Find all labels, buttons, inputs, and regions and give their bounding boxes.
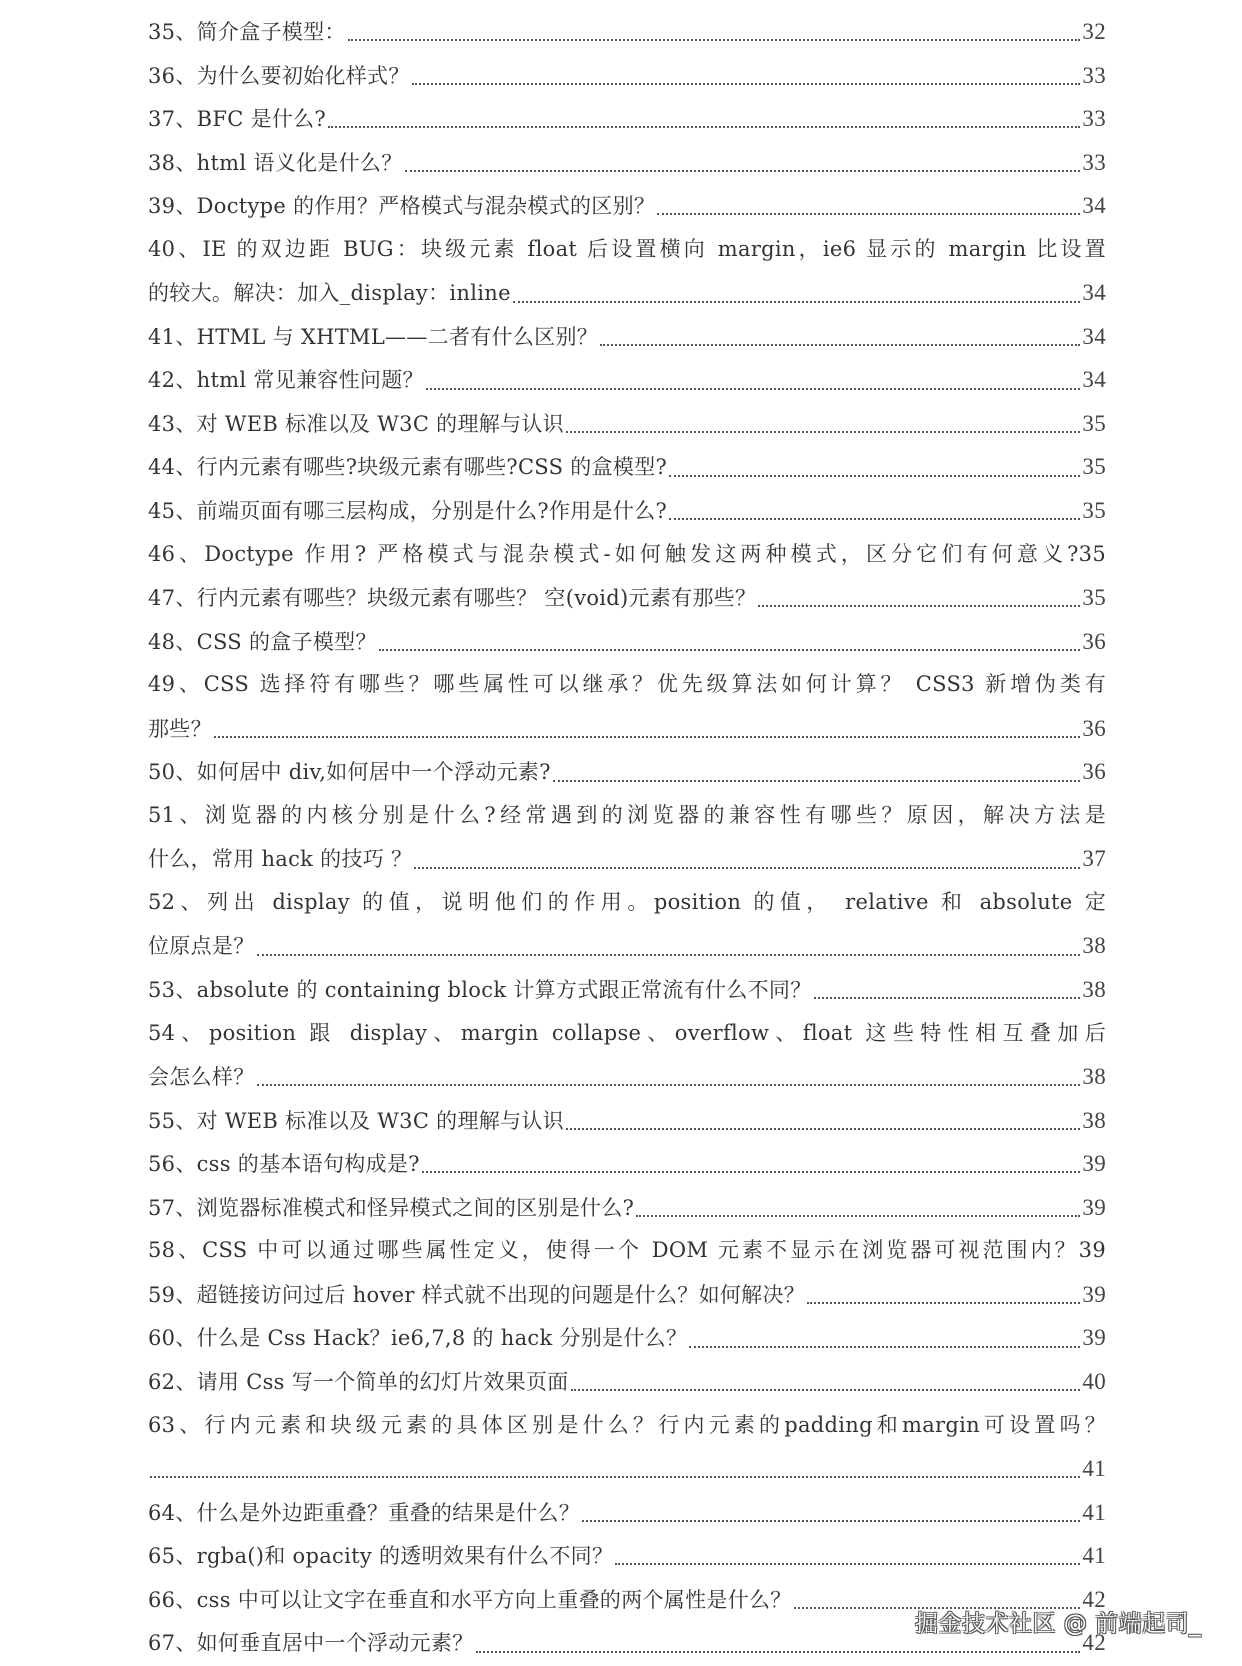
toc-entry-title: 41、HTML 与 XHTML——二者有什么区别？: [148, 324, 599, 349]
toc-entry-title: 什么，常用 hack 的技巧 ？: [148, 847, 413, 872]
toc-page-number: 33: [1082, 106, 1106, 132]
toc-page-number: 34: [1082, 367, 1106, 393]
dot-leader: [807, 1301, 1080, 1304]
toc-entry-title: 53、absolute 的 containing block 计算方式跟正常流有什么不同？: [148, 978, 812, 1003]
toc-entry[interactable]: [148, 576, 1106, 620]
toc-entry-title: 51、浏览器的内核分别是什么?经常遇到的浏览器的兼容性有哪些？原因，解决方法是: [148, 802, 1106, 827]
toc-entry[interactable]: [148, 141, 1106, 185]
toc-page-number: 38: [1082, 1064, 1106, 1090]
toc-page-number: 38: [1082, 1107, 1106, 1133]
toc-entry[interactable]: [148, 620, 1106, 664]
toc-entry-title: 48、CSS 的盒子模型？: [148, 629, 377, 654]
toc-page-number: 40: [1082, 1368, 1106, 1394]
toc-entry[interactable]: [148, 1534, 1106, 1578]
toc-entry-title: 65、rgba()和 opacity 的透明效果有什么不同？: [148, 1544, 614, 1569]
toc-entry-title: 42、html 常见兼容性问题？: [148, 368, 424, 393]
toc-page-number: 34: [1082, 280, 1106, 306]
toc-page-number: 38: [1082, 977, 1106, 1003]
toc-entry[interactable]: [148, 663, 1106, 707]
toc-entry[interactable]: [148, 184, 1106, 228]
toc-entry[interactable]: [148, 402, 1106, 446]
toc-entry[interactable]: [148, 315, 1106, 359]
toc-page-number: 41: [1082, 1543, 1106, 1569]
dot-leader: [422, 1170, 1081, 1173]
toc-entry[interactable]: [148, 271, 1106, 315]
toc-entry[interactable]: [148, 228, 1106, 272]
toc-entry-title: 66、css 中可以让文字在垂直和水平方向上重叠的两个属性是什么？: [148, 1587, 792, 1612]
dot-leader: [412, 82, 1081, 85]
toc-page-number: 36: [1082, 715, 1106, 741]
toc-page-number: 39: [1082, 1194, 1106, 1220]
toc-entry-title: 49、CSS 选择符有哪些？哪些属性可以继承？优先级算法如何计算？ CSS3 新增伪类有: [148, 672, 1106, 697]
toc-page-number: 36: [1082, 628, 1106, 654]
toc-entry-title: 45、前端页面有哪三层构成，分别是什么?作用是什么?: [148, 499, 668, 524]
toc-entry-title: 的较大。解决：加入_display：inline: [148, 281, 511, 306]
toc-entry[interactable]: [148, 358, 1106, 402]
toc-entry-title: 会怎么样？: [148, 1065, 255, 1090]
toc-entry-title: 63、行内元素和块级元素的具体区别是什么？行内元素的padding和margin可设置吗？: [148, 1412, 1106, 1437]
toc-entry[interactable]: [148, 881, 1106, 925]
toc-page-number: 33: [1082, 62, 1106, 88]
toc-entry-title: 36、为什么要初始化样式？: [148, 63, 410, 88]
dot-leader: [566, 1127, 1080, 1130]
toc-page-number: 35: [1082, 454, 1106, 480]
dot-leader: [476, 1650, 1081, 1653]
toc-entry-title: 位原点是？: [148, 934, 255, 959]
toc-page-number: 42: [1082, 1586, 1106, 1612]
dot-leader: [636, 1214, 1080, 1217]
dot-leader: [758, 604, 1080, 607]
table-of-contents: [148, 10, 1106, 1665]
toc-page-number: 34: [1082, 193, 1106, 219]
toc-page-number: 39: [1082, 1151, 1106, 1177]
toc-entry[interactable]: [148, 54, 1106, 98]
toc-entry-title: 58、CSS 中可以通过哪些属性定义，使得一个 DOM 元素不显示在浏览器可视范围内？39: [148, 1238, 1106, 1263]
toc-entry-title: 52、列出 display 的值，说明他们的作用。position 的值， relative 和 absolute 定: [148, 889, 1106, 914]
dot-leader: [814, 996, 1081, 999]
dot-leader: [689, 1345, 1080, 1348]
toc-page-number: 41: [1082, 1499, 1106, 1525]
dot-leader: [566, 430, 1080, 433]
toc-entry-title: 那些？: [148, 716, 212, 741]
dot-leader: [257, 953, 1081, 956]
toc-page-number: 35: [1082, 585, 1106, 611]
toc-entry[interactable]: [148, 794, 1106, 838]
toc-entry-title: 35、简介盒子模型：: [148, 20, 346, 44]
dot-leader: [513, 300, 1081, 303]
toc-entry[interactable]: [148, 97, 1106, 141]
toc-entry-title: 37、BFC 是什么?: [148, 107, 327, 132]
toc-entry[interactable]: [148, 1491, 1106, 1535]
dot-leader: [379, 648, 1081, 651]
dot-leader: [348, 38, 1081, 41]
dot-leader: [426, 387, 1081, 390]
toc-page-number: 39: [1082, 1281, 1106, 1307]
toc-entry-title: 43、对 WEB 标准以及 W3C 的理解与认识: [148, 411, 564, 436]
dot-leader: [582, 1519, 1080, 1522]
dot-leader: [414, 866, 1080, 869]
dot-leader: [615, 1562, 1080, 1565]
toc-entry-title: 39、Doctype 的作用？严格模式与混杂模式的区别？: [148, 194, 656, 219]
toc-entry-title: 67、如何垂直居中一个浮动元素？: [148, 1631, 474, 1656]
watermark: 掘金技术社区 @ 前端起司_: [915, 1611, 1202, 1637]
dot-leader: [405, 169, 1081, 172]
toc-page-number: 38: [1082, 933, 1106, 959]
toc-entry[interactable]: [148, 707, 1106, 751]
toc-entry[interactable]: [148, 924, 1106, 968]
toc-page-number: 39: [1082, 1325, 1106, 1351]
dot-leader: [553, 779, 1081, 782]
toc-entry-title: 46、Doctype 作用? 严格模式与混杂模式-如何触发这两种模式，区分它们有何意义?35: [148, 541, 1106, 566]
toc-entry-title: 57、浏览器标准模式和怪异模式之间的区别是什么?: [148, 1195, 635, 1220]
dot-leader: [328, 125, 1080, 128]
toc-entry-title: 56、css 的基本语句构成是?: [148, 1152, 420, 1177]
toc-entry[interactable]: [148, 837, 1106, 881]
toc-entry[interactable]: [148, 1404, 1106, 1448]
toc-entry[interactable]: [148, 1055, 1106, 1099]
toc-entry[interactable]: [148, 10, 1106, 54]
toc-entry[interactable]: [148, 1099, 1106, 1143]
dot-leader: [571, 1388, 1081, 1391]
toc-entry[interactable]: [148, 1229, 1106, 1273]
toc-entry-title: 38、html 语义化是什么？: [148, 150, 403, 175]
toc-entry[interactable]: [148, 445, 1106, 489]
toc-entry[interactable]: [148, 1142, 1106, 1186]
toc-page-number: 35: [1082, 410, 1106, 436]
toc-page-number: 32: [1082, 19, 1106, 44]
toc-entry-title: 44、行内元素有哪些?块级元素有哪些?CSS 的盒模型?: [148, 455, 668, 480]
toc-entry-title: 54、position 跟 display、margin collapse、overflow、float 这些特性相互叠加后: [148, 1020, 1106, 1045]
toc-entry[interactable]: [148, 1360, 1106, 1404]
toc-entry-title: 40、IE 的双边距 BUG：块级元素 float 后设置横向 margin，ie6 显示的 margin 比设置: [148, 236, 1106, 261]
toc-entry[interactable]: [148, 750, 1106, 794]
dot-leader: [150, 1475, 1080, 1478]
toc-page-number: 34: [1082, 323, 1106, 349]
toc-entry[interactable]: [148, 1186, 1106, 1230]
toc-page-number: 42: [1082, 1630, 1106, 1656]
toc-page-number: 37: [1082, 846, 1106, 872]
toc-entry[interactable]: [148, 968, 1106, 1012]
dot-leader: [214, 735, 1080, 738]
toc-entry-title: 64、什么是外边距重叠？重叠的结果是什么？: [148, 1500, 581, 1525]
toc-page-number: 41: [1082, 1456, 1106, 1482]
toc-entry[interactable]: [148, 1447, 1106, 1491]
dot-leader: [669, 517, 1080, 520]
toc-page-number: 33: [1082, 149, 1106, 175]
dot-leader: [257, 1083, 1081, 1086]
toc-page-number: 36: [1082, 759, 1106, 785]
toc-entry[interactable]: [148, 533, 1106, 577]
dot-leader: [657, 212, 1080, 215]
toc-entry[interactable]: [148, 489, 1106, 533]
toc-entry[interactable]: [148, 1273, 1106, 1317]
toc-entry-title: 50、如何居中 div,如何居中一个浮动元素?: [148, 760, 551, 785]
toc-entry-title: 59、超链接访问过后 hover 样式就不出现的问题是什么？如何解决？: [148, 1282, 806, 1307]
toc-entry-title: 62、请用 Css 写一个简单的幻灯片效果页面: [148, 1369, 569, 1394]
toc-entry-title: 55、对 WEB 标准以及 W3C 的理解与认识: [148, 1108, 564, 1133]
dot-leader: [600, 343, 1080, 346]
toc-entry-title: 60、什么是 Css Hack？ie6,7,8 的 hack 分别是什么？: [148, 1326, 688, 1351]
toc-entry-title: 47、行内元素有哪些？块级元素有哪些？ 空(void)元素有那些？: [148, 586, 757, 611]
toc-entry[interactable]: [148, 1316, 1106, 1360]
dot-leader: [669, 474, 1080, 477]
toc-page-number: 35: [1082, 498, 1106, 524]
toc-entry[interactable]: [148, 1012, 1106, 1056]
